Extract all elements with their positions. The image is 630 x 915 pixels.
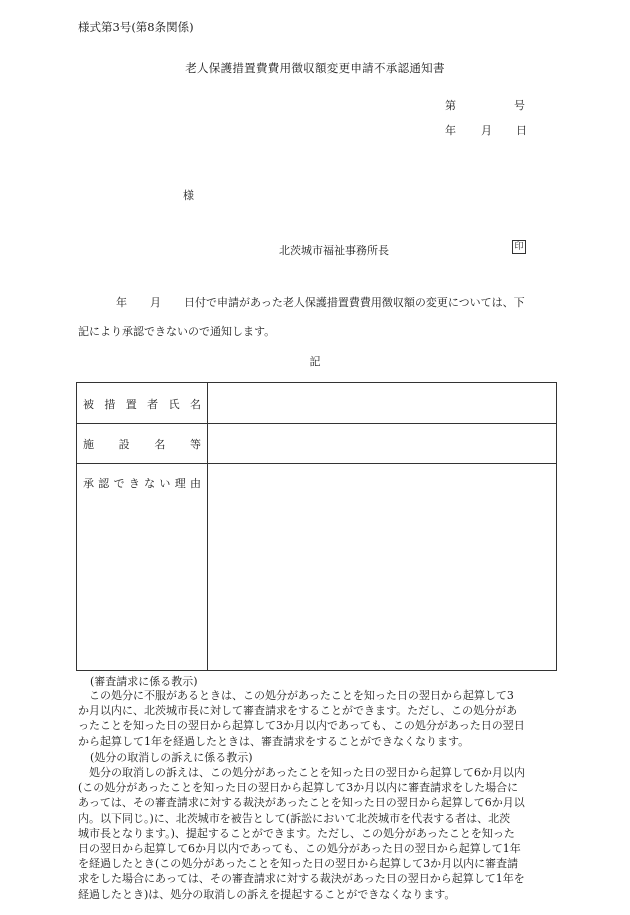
table-label-char: 等 (189, 438, 201, 451)
table-label (83, 475, 201, 491)
table-label-char: 承 (83, 477, 94, 490)
note-line: 求をした場合にあっては、その審査請求に対する裁決があった日の翌日から起算して1年を (78, 872, 525, 886)
note-line: 処分の取消しの訴えは、この処分があったことを知った日の翌日から起算して6か月以内 (89, 766, 525, 779)
lawsuit-notice-text (78, 765, 552, 902)
note-line: 城市長となります。)、提起することができます。ただし、この処分があったことを知った (78, 826, 515, 840)
table-label-char: 被 (83, 398, 94, 411)
table-label-char: 名 (154, 438, 166, 451)
table-row-reason (77, 464, 556, 672)
document-number-prefix: 第 (445, 99, 456, 112)
note-line: 経過したとき)は、処分の取消しの訴えを提起することができなくなります。 (78, 887, 456, 901)
table-label-char: 置 (125, 398, 137, 411)
date-year-label: 年 (445, 124, 456, 137)
review-notice-text (78, 688, 552, 749)
note-line: か月以内に、北茨城市長に対して審査請求をすることができます。ただし、この処分があ (78, 704, 518, 718)
table-label-char: な (144, 477, 156, 490)
note-line: この処分に不服があるときは、この処分があったことを知った日の翌日から起算して3 (89, 689, 514, 702)
review-notice-heading: (審査請求に係る教示) (90, 675, 198, 688)
table-label (83, 436, 201, 452)
table-label-char: 名 (189, 398, 201, 411)
detail-table (76, 382, 557, 671)
note-line: あっては、その審査請求に対する裁決があったことを知った日の翌日から起算して6か月以 (78, 796, 525, 810)
table-label-char: で (113, 477, 125, 490)
note-line: を経過したとき(この処分があったことを知った日の翌日から起算して3か月以内に審査請 (78, 857, 519, 871)
table-label-char: 理 (174, 477, 186, 490)
table-label-char: 由 (189, 477, 201, 490)
table-label-char: い (159, 477, 171, 490)
document-title: 老人保護措置費費用徴収額変更申請不承認通知書 (185, 61, 445, 75)
seal-mark: 印 (512, 240, 526, 254)
table-label-char: 者 (147, 398, 159, 411)
note-line: 日の翌日から起算して6か月以内であっても、この処分があった日の翌日から起算して1年 (78, 842, 521, 856)
document-number-suffix: 号 (514, 99, 525, 112)
form-number: 様式第3号(第8条関係) (78, 20, 194, 34)
note-line: から起算して1年を経過したときは、審査請求をすることができなくなります。 (78, 734, 470, 748)
table-row-facility (77, 423, 556, 464)
table-row-name (77, 383, 556, 424)
body-line-2: 記により承認できないので通知します。 (78, 325, 276, 338)
date-day-label: 日 (516, 124, 527, 137)
note-line: (この処分があったことを知った日の翌日から起算して3か月以内に審査請求をした場合に (78, 781, 519, 795)
ki-heading: 記 (309, 355, 321, 368)
body-line-1-text: 日付で申請があった老人保護措置費費用徴収額の変更については、下 (184, 296, 525, 309)
table-label-char: 施 (83, 438, 94, 451)
table-label (83, 396, 201, 412)
body-year-label: 年 (116, 296, 127, 309)
table-label-char: 設 (118, 438, 130, 451)
note-line: 内。以下同じ。)に、北茨城市を被告として(訴訟において北茨城市を代表する者は、北茨 (78, 811, 511, 825)
date-month-label: 月 (481, 124, 492, 137)
body-month-label: 月 (150, 296, 161, 309)
sender-name: 北茨城市福祉事務所長 (279, 244, 389, 257)
lawsuit-notice-heading: (処分の取消しの訴えに係る教示) (90, 751, 253, 764)
addressee-honorific: 様 (183, 189, 194, 202)
table-label-char: 氏 (168, 398, 180, 411)
table-label-char: 措 (104, 398, 116, 411)
table-label-char: き (128, 477, 140, 490)
table-label-char: 認 (98, 477, 110, 490)
note-line: ったことを知った日の翌日から起算して3か月以内であっても、この処分があった日の翌日 (78, 719, 525, 733)
